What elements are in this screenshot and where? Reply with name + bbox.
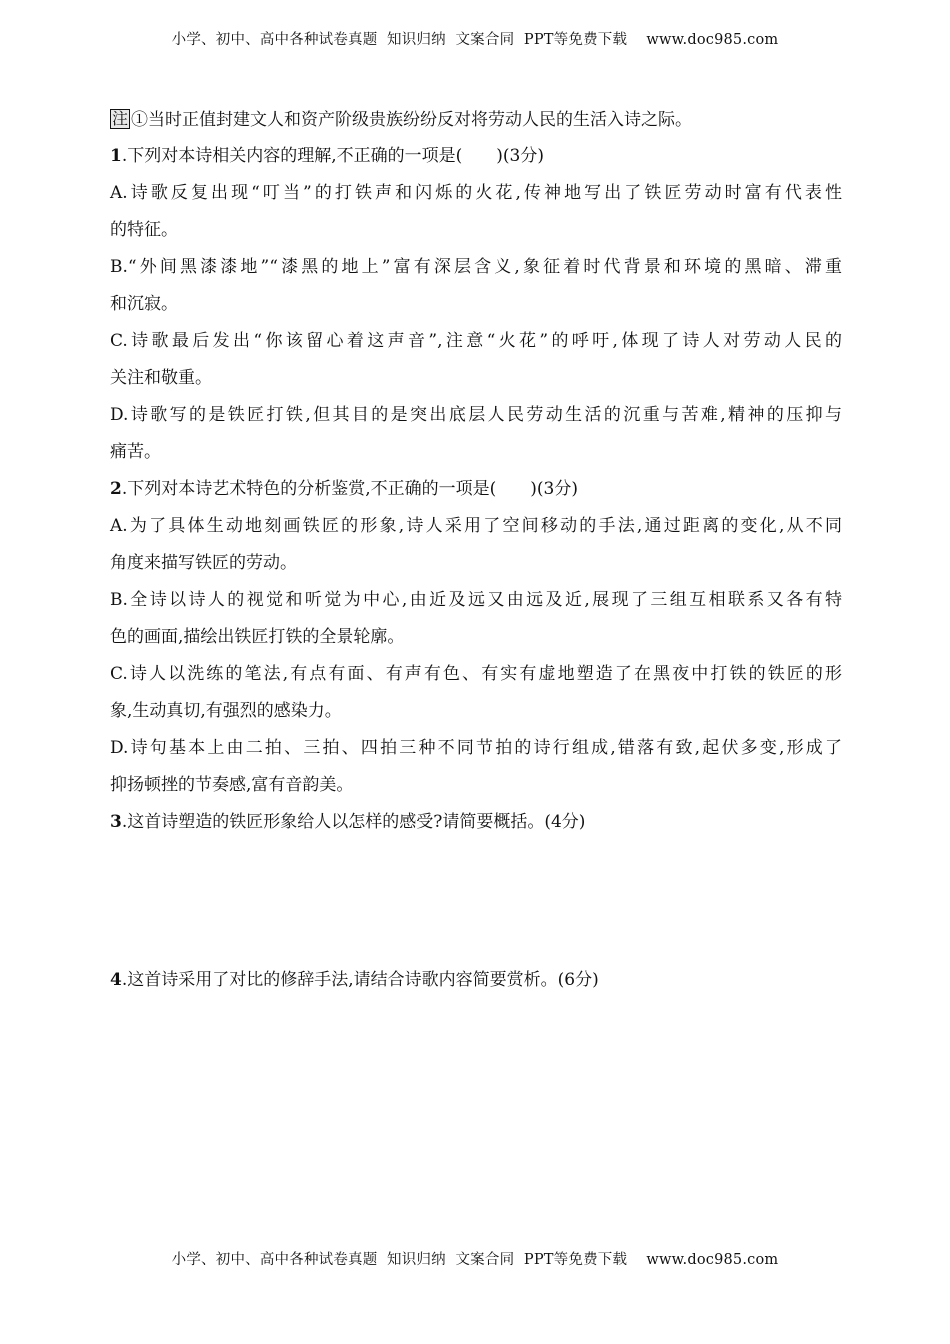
page-footer: 小学、初中、高中各种试卷真题 知识归纳 文案合同 PPT等免费下载 www.doc985.com	[171, 1252, 779, 1268]
q2-option-d-line1: D.诗句基本上由二拍、三拍、四拍三种不同节拍的诗行组成,错落有致,起伏多变,形成了	[110, 738, 842, 758]
q1-option-c-line1: C.诗歌最后发出“你该留心着这声音”,注意“火花”的呼吁,体现了诗人对劳动人民的	[110, 331, 842, 351]
question-text: .这首诗采用了对比的修辞手法,请结合诗歌内容简要赏析。(6分)	[121, 970, 599, 990]
q2-option-b-line2: 色的画面,描绘出铁匠打铁的全景轮廓。	[110, 627, 405, 647]
question-3-stem	[110, 804, 842, 841]
question-number: 2	[110, 479, 122, 499]
q1-option-b-line1: B.“外间黑漆漆地”“漆黑的地上”富有深层含义,象征着时代背景和环境的黑暗、滞重	[110, 257, 842, 277]
annotation-note	[110, 102, 842, 138]
q2-option-b-line1: B.全诗以诗人的视觉和听觉为中心,由近及远又由远及近,展现了三组互相联系又各有特	[110, 590, 842, 610]
question-text: .下列对本诗相关内容的理解,不正确的一项是( )(3分)	[121, 146, 544, 166]
q2-option-c-line2: 象,生动真切,有强烈的感染力。	[110, 701, 342, 721]
question-4-stem	[110, 962, 842, 999]
question-number: 1	[110, 146, 122, 166]
question-1-stem	[110, 138, 842, 175]
question-2-stem	[110, 471, 842, 508]
q1-option-b-line2: 和沉寂。	[110, 294, 178, 314]
question-number: 3	[110, 812, 122, 832]
q1-option-d-line2: 痛苦。	[110, 442, 161, 462]
q1-option-d-line1: D.诗歌写的是铁匠打铁,但其目的是突出底层人民劳动生活的沉重与苦难,精神的压抑与	[110, 405, 842, 425]
exam-content	[110, 102, 842, 999]
answer-space	[110, 841, 842, 962]
question-text: .这首诗塑造的铁匠形象给人以怎样的感受?请简要概括。(4分)	[121, 812, 586, 832]
q2-option-a-line2: 角度来描写铁匠的劳动。	[110, 553, 297, 573]
q2-option-a-line1: A.为了具体生动地刻画铁匠的形象,诗人采用了空间移动的手法,通过距离的变化,从不同	[110, 516, 842, 536]
q2-option-d-line2: 抑扬顿挫的节奏感,富有音韵美。	[110, 775, 354, 795]
note-label-box: 注	[112, 109, 129, 128]
q2-option-c-line1: C.诗人以洗练的笔法,有点有面、有声有色、有实有虚地塑造了在黑夜中打铁的铁匠的形	[110, 664, 842, 684]
question-text: .下列对本诗艺术特色的分析鉴赏,不正确的一项是( )(3分)	[121, 479, 578, 499]
question-number: 4	[110, 970, 122, 990]
q1-option-a-line1: A.诗歌反复出现“叮当”的打铁声和闪烁的火花,传神地写出了铁匠劳动时富有代表性	[110, 183, 842, 203]
note-text: ①当时正值封建文人和资产阶级贵族纷纷反对将劳动人民的生活入诗之际。	[131, 110, 693, 130]
q1-option-a-line2: 的特征。	[110, 220, 178, 240]
q1-option-c-line2: 关注和敬重。	[110, 368, 212, 388]
page-header: 小学、初中、高中各种试卷真题 知识归纳 文案合同 PPT等免费下载 www.doc985.com	[171, 32, 779, 48]
